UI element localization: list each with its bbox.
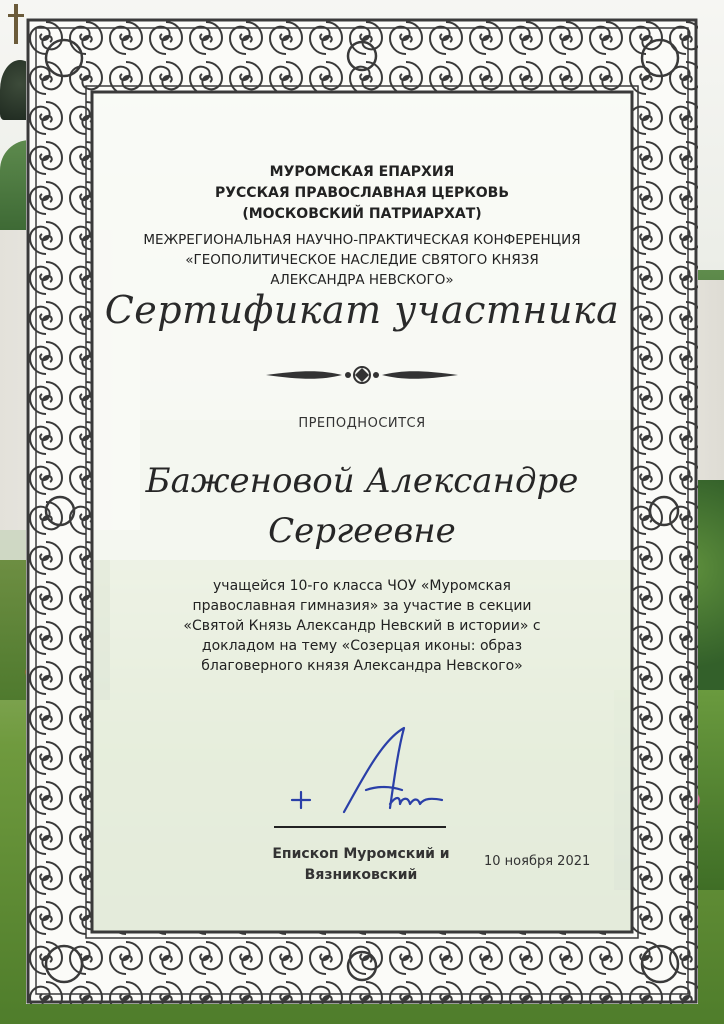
organization-line: МУРОМСКАЯ ЕПАРХИЯ	[269, 164, 455, 180]
description-line: учащейся 10-го класса ЧОУ «Муромская	[213, 578, 511, 594]
conference-header	[92, 230, 632, 290]
certificate-date: 10 ноября 2021	[484, 854, 591, 869]
church-cross-icon	[14, 4, 18, 44]
recipient-name	[92, 456, 632, 556]
certificate-content	[92, 92, 632, 932]
certificate-title: Сертификат участника	[104, 288, 620, 332]
description-line: православная гимназия» за участие в секции	[192, 598, 532, 614]
description-line: докладом на тему «Созерцая иконы: образ	[201, 638, 523, 654]
organization-header	[92, 162, 632, 225]
signature-line	[274, 826, 446, 828]
description-line: благоверного князя Александра Невского»	[201, 658, 523, 674]
conference-line: АЛЕКСАНДРА НЕВСКОГО»	[270, 272, 454, 288]
participation-description	[162, 576, 562, 676]
signer-title	[252, 844, 470, 886]
organization-line: РУССКАЯ ПРАВОСЛАВНАЯ ЦЕРКОВЬ	[214, 185, 510, 201]
description-line: «Святой Князь Александр Невский в истории» с	[183, 618, 541, 634]
organization-line: (МОСКОВСКИЙ ПАТРИАРХАТ)	[242, 206, 482, 222]
signer-line: Вязниковский	[304, 867, 418, 883]
signer-line: Епископ Муромский и	[272, 846, 450, 862]
recipient-name-line: Баженовой Александре	[145, 461, 579, 501]
ornament-divider-icon	[262, 362, 462, 388]
conference-line: «ГЕОПОЛИТИЧЕСКОЕ НАСЛЕДИЕ СВЯТОГО КНЯЗЯ	[185, 252, 539, 268]
handwritten-signature	[282, 720, 462, 830]
conference-line: МЕЖРЕГИОНАЛЬНАЯ НАУЧНО-ПРАКТИЧЕСКАЯ КОНФЕРЕНЦИЯ	[143, 232, 581, 248]
recipient-name-line: Сергеевне	[268, 511, 456, 551]
presented-label: ПРЕПОДНОСИТСЯ	[298, 416, 426, 431]
